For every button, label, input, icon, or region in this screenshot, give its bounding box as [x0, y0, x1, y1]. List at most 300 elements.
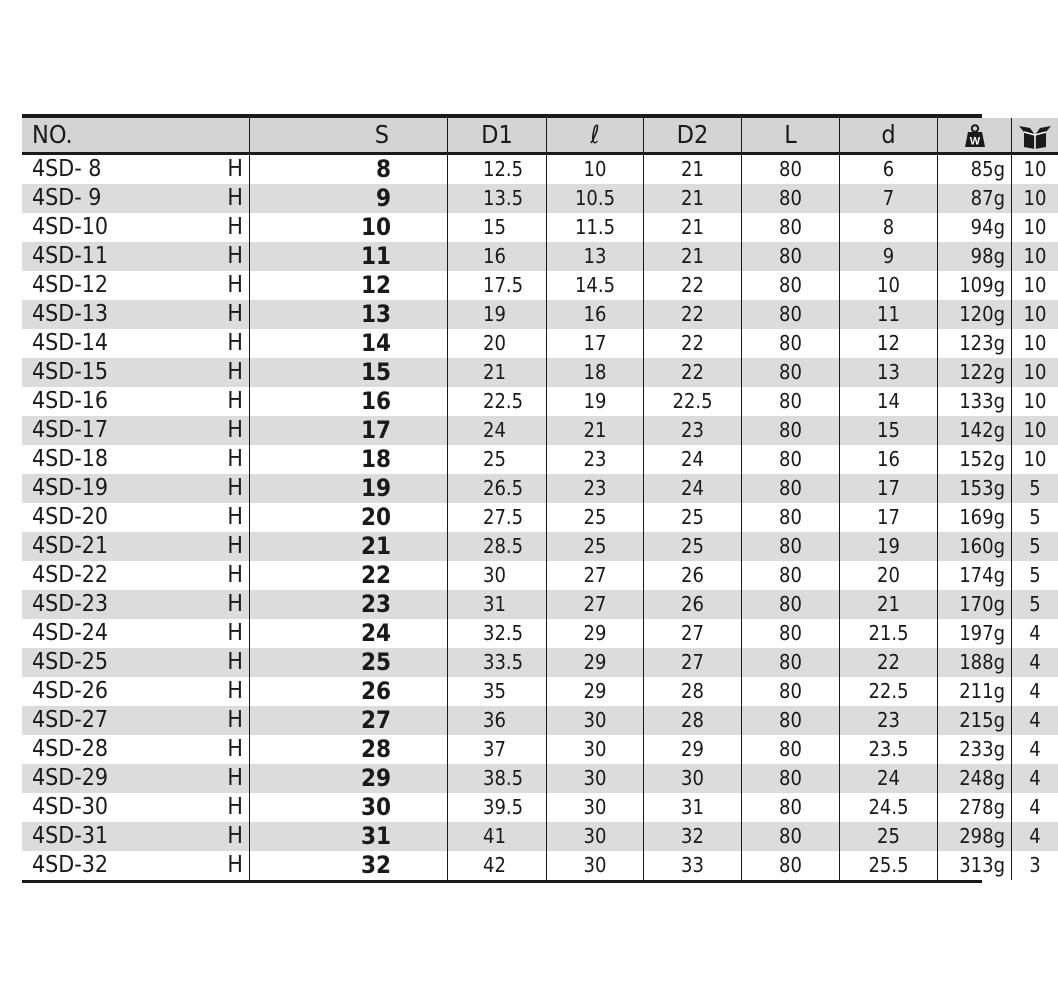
cell-s: 25	[250, 648, 448, 677]
cell-d1: 33.5	[448, 648, 547, 677]
header-row	[22, 118, 1058, 154]
cell-d1: 17.5	[448, 271, 547, 300]
cell-d1: 21	[448, 358, 547, 387]
cell-d: 8	[840, 213, 938, 242]
table-row	[22, 822, 1058, 851]
cell-d1: 20	[448, 329, 547, 358]
part-number: 4SD- 9	[32, 185, 102, 211]
cell-d2: 25	[644, 532, 742, 561]
cell-L: 80	[742, 793, 840, 822]
cell-weight: 174g	[938, 561, 1012, 590]
cell-l: 27	[547, 561, 644, 590]
cell-L: 80	[742, 329, 840, 358]
box-icon	[1018, 123, 1052, 149]
cell-weight: 233g	[938, 735, 1012, 764]
cell-weight: 170g	[938, 590, 1012, 619]
cell-l: 16	[547, 300, 644, 329]
cell-d1: 35	[448, 677, 547, 706]
cell-d2: 28	[644, 677, 742, 706]
cell-quantity: 5	[1012, 590, 1058, 619]
cell-d: 6	[840, 154, 938, 185]
header-quantity	[1012, 118, 1058, 154]
part-number: 4SD-18	[32, 446, 109, 472]
cell-quantity: 10	[1012, 184, 1058, 213]
table-row	[22, 474, 1058, 503]
table-row	[22, 532, 1058, 561]
cell-quantity: 5	[1012, 561, 1058, 590]
cell-quantity: 10	[1012, 300, 1058, 329]
cell-d: 21	[840, 590, 938, 619]
cell-L: 80	[742, 358, 840, 387]
cell-L: 80	[742, 300, 840, 329]
cell-d1: 19	[448, 300, 547, 329]
cell-d1: 30	[448, 561, 547, 590]
cell-d1: 41	[448, 822, 547, 851]
part-number: 4SD-12	[32, 272, 109, 298]
table-row	[22, 764, 1058, 793]
type-mark: H	[227, 330, 243, 356]
part-number: 4SD-20	[32, 504, 109, 530]
cell-l: 27	[547, 590, 644, 619]
cell-s: 11	[250, 242, 448, 271]
cell-quantity: 4	[1012, 793, 1058, 822]
part-number: 4SD-11	[32, 243, 109, 269]
cell-quantity: 4	[1012, 735, 1058, 764]
cell-l: 13	[547, 242, 644, 271]
cell-d: 10	[840, 271, 938, 300]
cell-s: 15	[250, 358, 448, 387]
cell-weight: 109g	[938, 271, 1012, 300]
type-mark: H	[227, 417, 243, 443]
table-row	[22, 329, 1058, 358]
table-row	[22, 271, 1058, 300]
cell-s: 31	[250, 822, 448, 851]
cell-s: 29	[250, 764, 448, 793]
table-row	[22, 503, 1058, 532]
cell-l: 30	[547, 851, 644, 880]
cell-weight: 215g	[938, 706, 1012, 735]
cell-d1: 38.5	[448, 764, 547, 793]
cell-s: 30	[250, 793, 448, 822]
cell-d: 19	[840, 532, 938, 561]
cell-d1: 28.5	[448, 532, 547, 561]
cell-no	[22, 532, 250, 561]
cell-d: 17	[840, 474, 938, 503]
spec-table	[22, 118, 1058, 880]
cell-weight: 98g	[938, 242, 1012, 271]
cell-no	[22, 503, 250, 532]
cell-no	[22, 793, 250, 822]
weight-icon-letter: W	[969, 135, 980, 148]
cell-d: 11	[840, 300, 938, 329]
cell-s: 24	[250, 619, 448, 648]
cell-quantity: 10	[1012, 242, 1058, 271]
type-mark: H	[227, 475, 243, 501]
cell-no	[22, 300, 250, 329]
cell-L: 80	[742, 213, 840, 242]
cell-s: 22	[250, 561, 448, 590]
cell-l: 11.5	[547, 213, 644, 242]
cell-s: 18	[250, 445, 448, 474]
cell-L: 80	[742, 387, 840, 416]
cell-weight: 278g	[938, 793, 1012, 822]
cell-d: 23.5	[840, 735, 938, 764]
cell-d1: 24	[448, 416, 547, 445]
type-mark: H	[227, 533, 243, 559]
table-row	[22, 154, 1058, 185]
spec-table-wrapper	[22, 114, 1047, 883]
cell-d2: 32	[644, 822, 742, 851]
cell-d2: 24	[644, 445, 742, 474]
type-mark: H	[227, 156, 243, 182]
type-mark: H	[227, 446, 243, 472]
part-number: 4SD-31	[32, 823, 109, 849]
cell-d2: 21	[644, 242, 742, 271]
cell-L: 80	[742, 154, 840, 185]
cell-no	[22, 735, 250, 764]
part-number: 4SD-32	[32, 852, 109, 878]
table-row	[22, 242, 1058, 271]
table-row	[22, 358, 1058, 387]
cell-d2: 26	[644, 561, 742, 590]
cell-d: 22	[840, 648, 938, 677]
type-mark: H	[227, 562, 243, 588]
cell-s: 17	[250, 416, 448, 445]
cell-l: 30	[547, 764, 644, 793]
part-number: 4SD-10	[32, 214, 109, 240]
cell-l: 23	[547, 445, 644, 474]
cell-quantity: 10	[1012, 329, 1058, 358]
header-s: S	[250, 118, 448, 154]
cell-d: 21.5	[840, 619, 938, 648]
cell-d1: 36	[448, 706, 547, 735]
cell-s: 8	[250, 154, 448, 185]
cell-s: 27	[250, 706, 448, 735]
cell-d2: 21	[644, 184, 742, 213]
cell-l: 29	[547, 677, 644, 706]
part-number: 4SD-28	[32, 736, 109, 762]
cell-d2: 22	[644, 300, 742, 329]
cell-d1: 15	[448, 213, 547, 242]
cell-s: 20	[250, 503, 448, 532]
cell-l: 17	[547, 329, 644, 358]
cell-L: 80	[742, 706, 840, 735]
cell-d: 9	[840, 242, 938, 271]
cell-s: 10	[250, 213, 448, 242]
cell-L: 80	[742, 445, 840, 474]
cell-quantity: 3	[1012, 851, 1058, 880]
cell-l: 19	[547, 387, 644, 416]
cell-l: 30	[547, 735, 644, 764]
part-number: 4SD-21	[32, 533, 109, 559]
header-weight	[938, 118, 1012, 154]
cell-quantity: 4	[1012, 619, 1058, 648]
cell-no	[22, 358, 250, 387]
cell-L: 80	[742, 619, 840, 648]
cell-d2: 31	[644, 793, 742, 822]
cell-weight: 122g	[938, 358, 1012, 387]
cell-no	[22, 706, 250, 735]
cell-no	[22, 764, 250, 793]
cell-no	[22, 474, 250, 503]
cell-s: 26	[250, 677, 448, 706]
cell-weight: 188g	[938, 648, 1012, 677]
cell-no	[22, 213, 250, 242]
cell-d: 14	[840, 387, 938, 416]
cell-quantity: 4	[1012, 706, 1058, 735]
cell-no	[22, 445, 250, 474]
cell-d: 16	[840, 445, 938, 474]
cell-d1: 26.5	[448, 474, 547, 503]
cell-d2: 21	[644, 154, 742, 185]
table-row	[22, 184, 1058, 213]
cell-no	[22, 561, 250, 590]
type-mark: H	[227, 620, 243, 646]
cell-L: 80	[742, 242, 840, 271]
cell-d1: 32.5	[448, 619, 547, 648]
cell-quantity: 4	[1012, 677, 1058, 706]
type-mark: H	[227, 301, 243, 327]
cell-quantity: 10	[1012, 416, 1058, 445]
cell-d2: 28	[644, 706, 742, 735]
cell-weight: 123g	[938, 329, 1012, 358]
header-L: L	[742, 118, 840, 154]
cell-d1: 25	[448, 445, 547, 474]
cell-quantity: 5	[1012, 474, 1058, 503]
cell-l: 29	[547, 619, 644, 648]
cell-d2: 29	[644, 735, 742, 764]
cell-no	[22, 329, 250, 358]
cell-s: 32	[250, 851, 448, 880]
cell-no	[22, 242, 250, 271]
type-mark: H	[227, 794, 243, 820]
cell-L: 80	[742, 561, 840, 590]
cell-L: 80	[742, 416, 840, 445]
header-d2: D2	[644, 118, 742, 154]
table-row	[22, 590, 1058, 619]
cell-l: 25	[547, 503, 644, 532]
cell-weight: 197g	[938, 619, 1012, 648]
cell-d2: 25	[644, 503, 742, 532]
cell-L: 80	[742, 503, 840, 532]
cell-quantity: 4	[1012, 648, 1058, 677]
cell-d2: 24	[644, 474, 742, 503]
cell-weight: 160g	[938, 532, 1012, 561]
cell-no	[22, 590, 250, 619]
part-number: 4SD-23	[32, 591, 109, 617]
cell-weight: 153g	[938, 474, 1012, 503]
cell-d1: 42	[448, 851, 547, 880]
header-d: d	[840, 118, 938, 154]
cell-quantity: 4	[1012, 822, 1058, 851]
cell-weight: 85g	[938, 154, 1012, 185]
table-row	[22, 387, 1058, 416]
type-mark: H	[227, 707, 243, 733]
cell-s: 28	[250, 735, 448, 764]
cell-weight: 169g	[938, 503, 1012, 532]
cell-d2: 27	[644, 648, 742, 677]
cell-no	[22, 822, 250, 851]
cell-d1: 31	[448, 590, 547, 619]
cell-L: 80	[742, 677, 840, 706]
cell-l: 29	[547, 648, 644, 677]
cell-l: 10.5	[547, 184, 644, 213]
cell-weight: 313g	[938, 851, 1012, 880]
type-mark: H	[227, 736, 243, 762]
cell-d: 23	[840, 706, 938, 735]
cell-l: 23	[547, 474, 644, 503]
cell-d: 25	[840, 822, 938, 851]
cell-d: 13	[840, 358, 938, 387]
cell-quantity: 10	[1012, 271, 1058, 300]
header-l: ℓ	[547, 118, 644, 154]
part-number: 4SD-19	[32, 475, 109, 501]
part-number: 4SD-14	[32, 330, 109, 356]
cell-quantity: 5	[1012, 503, 1058, 532]
cell-s: 23	[250, 590, 448, 619]
header-no: NO.	[22, 118, 250, 154]
cell-no	[22, 271, 250, 300]
cell-s: 19	[250, 474, 448, 503]
type-mark: H	[227, 852, 243, 878]
cell-quantity: 4	[1012, 764, 1058, 793]
cell-s: 21	[250, 532, 448, 561]
cell-L: 80	[742, 532, 840, 561]
cell-d1: 27.5	[448, 503, 547, 532]
cell-s: 12	[250, 271, 448, 300]
cell-d2: 22.5	[644, 387, 742, 416]
cell-weight: 211g	[938, 677, 1012, 706]
cell-l: 21	[547, 416, 644, 445]
cell-d2: 23	[644, 416, 742, 445]
type-mark: H	[227, 359, 243, 385]
cell-weight: 87g	[938, 184, 1012, 213]
weight-icon	[964, 124, 986, 148]
cell-d1: 12.5	[448, 154, 547, 185]
type-mark: H	[227, 243, 243, 269]
table-row	[22, 445, 1058, 474]
cell-quantity: 10	[1012, 387, 1058, 416]
cell-no	[22, 851, 250, 880]
part-number: 4SD-30	[32, 794, 109, 820]
cell-d: 20	[840, 561, 938, 590]
cell-d: 7	[840, 184, 938, 213]
cell-d2: 21	[644, 213, 742, 242]
cell-weight: 133g	[938, 387, 1012, 416]
cell-s: 14	[250, 329, 448, 358]
part-number: 4SD-26	[32, 678, 109, 704]
cell-l: 30	[547, 822, 644, 851]
type-mark: H	[227, 649, 243, 675]
cell-d: 25.5	[840, 851, 938, 880]
cell-d1: 22.5	[448, 387, 547, 416]
cell-weight: 120g	[938, 300, 1012, 329]
cell-no	[22, 648, 250, 677]
cell-d: 12	[840, 329, 938, 358]
cell-l: 10	[547, 154, 644, 185]
cell-d: 15	[840, 416, 938, 445]
table-body	[22, 154, 1058, 881]
table-row	[22, 416, 1058, 445]
type-mark: H	[227, 591, 243, 617]
table-row	[22, 619, 1058, 648]
cell-L: 80	[742, 851, 840, 880]
cell-l: 25	[547, 532, 644, 561]
part-number: 4SD-27	[32, 707, 109, 733]
cell-L: 80	[742, 474, 840, 503]
type-mark: H	[227, 214, 243, 240]
cell-weight: 248g	[938, 764, 1012, 793]
header-d1: D1	[448, 118, 547, 154]
cell-no	[22, 619, 250, 648]
type-mark: H	[227, 272, 243, 298]
part-number: 4SD-22	[32, 562, 109, 588]
cell-d1: 16	[448, 242, 547, 271]
cell-d1: 39.5	[448, 793, 547, 822]
cell-d2: 22	[644, 358, 742, 387]
cell-l: 14.5	[547, 271, 644, 300]
table-row	[22, 735, 1058, 764]
cell-no	[22, 677, 250, 706]
type-mark: H	[227, 765, 243, 791]
part-number: 4SD-24	[32, 620, 109, 646]
cell-s: 13	[250, 300, 448, 329]
cell-weight: 142g	[938, 416, 1012, 445]
type-mark: H	[227, 823, 243, 849]
cell-d: 17	[840, 503, 938, 532]
table-bottom-rule	[22, 880, 982, 883]
part-number: 4SD-13	[32, 301, 109, 327]
table-row	[22, 706, 1058, 735]
cell-d2: 22	[644, 329, 742, 358]
part-number: 4SD-25	[32, 649, 109, 675]
cell-d2: 22	[644, 271, 742, 300]
cell-d2: 26	[644, 590, 742, 619]
table-row	[22, 793, 1058, 822]
cell-no	[22, 387, 250, 416]
cell-quantity: 10	[1012, 154, 1058, 185]
type-mark: H	[227, 185, 243, 211]
part-number: 4SD-17	[32, 417, 109, 443]
cell-s: 16	[250, 387, 448, 416]
cell-L: 80	[742, 764, 840, 793]
cell-weight: 152g	[938, 445, 1012, 474]
cell-quantity: 10	[1012, 213, 1058, 242]
cell-d: 22.5	[840, 677, 938, 706]
part-number: 4SD- 8	[32, 156, 102, 182]
table-row	[22, 851, 1058, 880]
cell-L: 80	[742, 590, 840, 619]
part-number: 4SD-15	[32, 359, 109, 385]
table-header	[22, 118, 1058, 154]
type-mark: H	[227, 504, 243, 530]
cell-weight: 94g	[938, 213, 1012, 242]
cell-quantity: 10	[1012, 358, 1058, 387]
cell-quantity: 10	[1012, 445, 1058, 474]
table-row	[22, 300, 1058, 329]
cell-d: 24	[840, 764, 938, 793]
cell-L: 80	[742, 735, 840, 764]
cell-no	[22, 154, 250, 185]
cell-L: 80	[742, 271, 840, 300]
type-mark: H	[227, 388, 243, 414]
part-number: 4SD-29	[32, 765, 109, 791]
cell-l: 30	[547, 793, 644, 822]
cell-d2: 30	[644, 764, 742, 793]
type-mark: H	[227, 678, 243, 704]
cell-weight: 298g	[938, 822, 1012, 851]
cell-no	[22, 416, 250, 445]
